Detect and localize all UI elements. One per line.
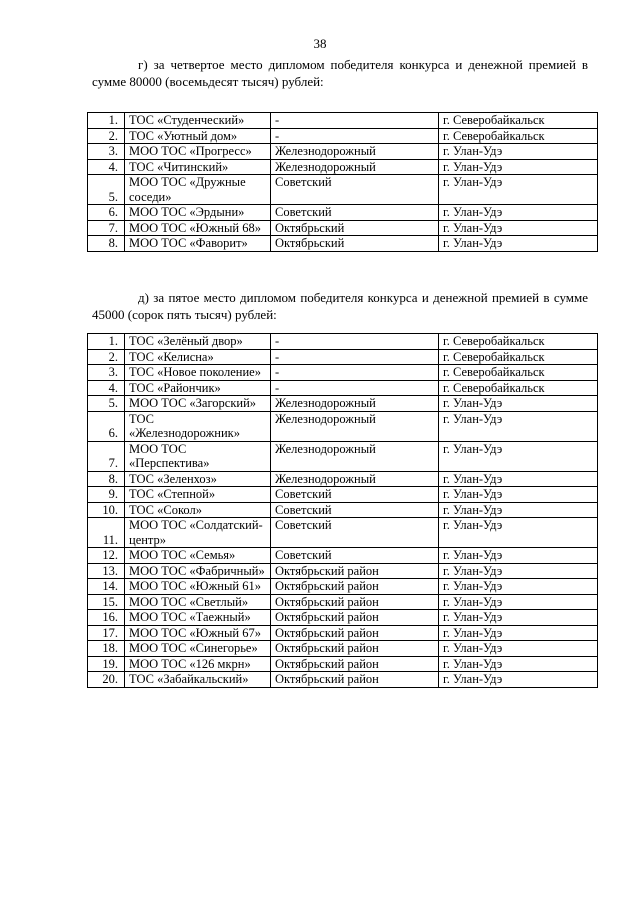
table-row: [88, 502, 598, 518]
row-number-cell: 5.: [88, 175, 125, 205]
table-row: [88, 175, 598, 205]
name-cell: ТОС «Сокол»: [125, 502, 271, 518]
table-row: [88, 441, 598, 471]
table-row: [88, 641, 598, 657]
name-cell: МОО ТОС «Дружные соседи»: [125, 175, 271, 205]
name-cell: ТОС «Новое поколение»: [125, 365, 271, 381]
row-number-cell: 10.: [88, 502, 125, 518]
table-row: [88, 113, 598, 129]
district-cell: Железнодорожный: [271, 144, 439, 160]
district-cell: -: [271, 380, 439, 396]
city-cell: г. Улан-Удэ: [439, 579, 598, 595]
name-cell: МОО ТОС «Семья»: [125, 548, 271, 564]
row-number-cell: 16.: [88, 610, 125, 626]
section-d-table: [87, 333, 598, 688]
row-number-cell: 1.: [88, 113, 125, 129]
row-number-cell: 9.: [88, 487, 125, 503]
district-cell: Железнодорожный: [271, 159, 439, 175]
district-cell: -: [271, 113, 439, 129]
city-cell: г. Улан-Удэ: [439, 396, 598, 412]
district-cell: Железнодорожный: [271, 471, 439, 487]
city-cell: г. Улан-Удэ: [439, 625, 598, 641]
city-cell: г. Улан-Удэ: [439, 236, 598, 252]
name-cell: ТОС «Райончик»: [125, 380, 271, 396]
table-row: [88, 548, 598, 564]
district-cell: Октябрьский район: [271, 625, 439, 641]
page-number: 38: [313, 36, 327, 51]
section-d-paragraph: д) за пятое место дипломом победителя конкурса и денежной премией в сумме 45000 (сорок пять тысяч) рублей:: [92, 290, 588, 322]
name-cell: ТОС «Зеленхоз»: [125, 471, 271, 487]
row-number-cell: 6.: [88, 205, 125, 221]
city-cell: г. Улан-Удэ: [439, 656, 598, 672]
table-row: [88, 518, 598, 548]
row-number-cell: 11.: [88, 518, 125, 548]
name-cell: ТОС «Читинский»: [125, 159, 271, 175]
row-number-cell: 6.: [88, 411, 125, 441]
city-cell: г. Северобайкальск: [439, 380, 598, 396]
district-cell: Советский: [271, 548, 439, 564]
district-cell: -: [271, 365, 439, 381]
district-cell: Октябрьский: [271, 236, 439, 252]
row-number-cell: 7.: [88, 441, 125, 471]
row-number-cell: 19.: [88, 656, 125, 672]
name-cell: МОО ТОС «Солдатский-центр»: [125, 518, 271, 548]
row-number-cell: 1.: [88, 334, 125, 350]
district-cell: Советский: [271, 502, 439, 518]
district-cell: -: [271, 349, 439, 365]
name-cell: МОО ТОС «Светлый»: [125, 594, 271, 610]
row-number-cell: 8.: [88, 471, 125, 487]
district-cell: Октябрьский район: [271, 610, 439, 626]
row-number-cell: 13.: [88, 563, 125, 579]
table-row: [88, 220, 598, 236]
name-cell: ТОС «Студенческий»: [125, 113, 271, 129]
city-cell: г. Улан-Удэ: [439, 205, 598, 221]
table-row: [88, 349, 598, 365]
name-cell: МОО ТОС «Прогресс»: [125, 144, 271, 160]
section-g-table: [87, 112, 598, 252]
name-cell: МОО ТОС «Фаворит»: [125, 236, 271, 252]
district-cell: Железнодорожный: [271, 411, 439, 441]
city-cell: г. Северобайкальск: [439, 349, 598, 365]
name-cell: МОО ТОС «Южный 68»: [125, 220, 271, 236]
district-cell: Октябрьский: [271, 220, 439, 236]
table-row: [88, 656, 598, 672]
city-cell: г. Северобайкальск: [439, 365, 598, 381]
table-row: [88, 380, 598, 396]
name-cell: МОО ТОС «126 мкрн»: [125, 656, 271, 672]
table-row: [88, 625, 598, 641]
table-row: [88, 672, 598, 688]
city-cell: г. Улан-Удэ: [439, 144, 598, 160]
city-cell: г. Улан-Удэ: [439, 441, 598, 471]
table-row: [88, 365, 598, 381]
city-cell: г. Северобайкальск: [439, 113, 598, 129]
city-cell: г. Улан-Удэ: [439, 502, 598, 518]
table-row: [88, 579, 598, 595]
name-cell: МОО ТОС «Южный 61»: [125, 579, 271, 595]
row-number-cell: 4.: [88, 380, 125, 396]
row-number-cell: 8.: [88, 236, 125, 252]
name-cell: МОО ТОС «Синегорье»: [125, 641, 271, 657]
city-cell: г. Улан-Удэ: [439, 518, 598, 548]
name-cell: ТОС «Железнодорожник»: [125, 411, 271, 441]
name-cell: МОО ТОС «Таежный»: [125, 610, 271, 626]
row-number-cell: 3.: [88, 365, 125, 381]
table-row: [88, 144, 598, 160]
table-row: [88, 159, 598, 175]
row-number-cell: 7.: [88, 220, 125, 236]
section-g-table-body: [88, 113, 598, 252]
row-number-cell: 15.: [88, 594, 125, 610]
city-cell: г. Улан-Удэ: [439, 548, 598, 564]
district-cell: Советский: [271, 175, 439, 205]
row-number-cell: 17.: [88, 625, 125, 641]
name-cell: ТОС «Степной»: [125, 487, 271, 503]
section-g-paragraph: г) за четвертое место дипломом победителя конкурса и денежной премией в сумме 80000 (восемьдесят тысяч) рублей:: [92, 57, 588, 89]
name-cell: МОО ТОС «Загорский»: [125, 396, 271, 412]
city-cell: г. Северобайкальск: [439, 128, 598, 144]
name-cell: МОО ТОС «Эрдыни»: [125, 205, 271, 221]
district-cell: Октябрьский район: [271, 579, 439, 595]
district-cell: Октябрьский район: [271, 563, 439, 579]
row-number-cell: 4.: [88, 159, 125, 175]
table-row: [88, 471, 598, 487]
city-cell: г. Улан-Удэ: [439, 594, 598, 610]
district-cell: Советский: [271, 518, 439, 548]
row-number-cell: 20.: [88, 672, 125, 688]
district-cell: Октябрьский район: [271, 656, 439, 672]
row-number-cell: 3.: [88, 144, 125, 160]
row-number-cell: 14.: [88, 579, 125, 595]
name-cell: МОО ТОС «Фабричный»: [125, 563, 271, 579]
table-row: [88, 205, 598, 221]
city-cell: г. Улан-Удэ: [439, 641, 598, 657]
city-cell: г. Улан-Удэ: [439, 220, 598, 236]
city-cell: г. Улан-Удэ: [439, 159, 598, 175]
district-cell: Октябрьский район: [271, 594, 439, 610]
name-cell: МОО ТОС «Южный 67»: [125, 625, 271, 641]
table-row: [88, 334, 598, 350]
city-cell: г. Улан-Удэ: [439, 563, 598, 579]
city-cell: г. Улан-Удэ: [439, 487, 598, 503]
row-number-cell: 18.: [88, 641, 125, 657]
district-cell: -: [271, 128, 439, 144]
table-row: [88, 563, 598, 579]
district-cell: Железнодорожный: [271, 396, 439, 412]
city-cell: г. Улан-Удэ: [439, 471, 598, 487]
district-cell: Советский: [271, 205, 439, 221]
row-number-cell: 2.: [88, 349, 125, 365]
name-cell: МОО ТОС «Перспектива»: [125, 441, 271, 471]
district-cell: Железнодорожный: [271, 441, 439, 471]
table-row: [88, 411, 598, 441]
name-cell: ТОС «Зелёный двор»: [125, 334, 271, 350]
table-row: [88, 128, 598, 144]
city-cell: г. Улан-Удэ: [439, 411, 598, 441]
city-cell: г. Улан-Удэ: [439, 672, 598, 688]
name-cell: ТОС «Уютный дом»: [125, 128, 271, 144]
name-cell: ТОС «Забайкальский»: [125, 672, 271, 688]
district-cell: Советский: [271, 487, 439, 503]
city-cell: г. Улан-Удэ: [439, 175, 598, 205]
table-row: [88, 594, 598, 610]
district-cell: Октябрьский район: [271, 672, 439, 688]
row-number-cell: 2.: [88, 128, 125, 144]
table-row: [88, 610, 598, 626]
district-cell: -: [271, 334, 439, 350]
table-row: [88, 396, 598, 412]
city-cell: г. Улан-Удэ: [439, 610, 598, 626]
name-cell: ТОС «Келисна»: [125, 349, 271, 365]
district-cell: Октябрьский район: [271, 641, 439, 657]
row-number-cell: 5.: [88, 396, 125, 412]
table-row: [88, 487, 598, 503]
city-cell: г. Северобайкальск: [439, 334, 598, 350]
row-number-cell: 12.: [88, 548, 125, 564]
section-d-table-body: [88, 334, 598, 688]
table-row: [88, 236, 598, 252]
